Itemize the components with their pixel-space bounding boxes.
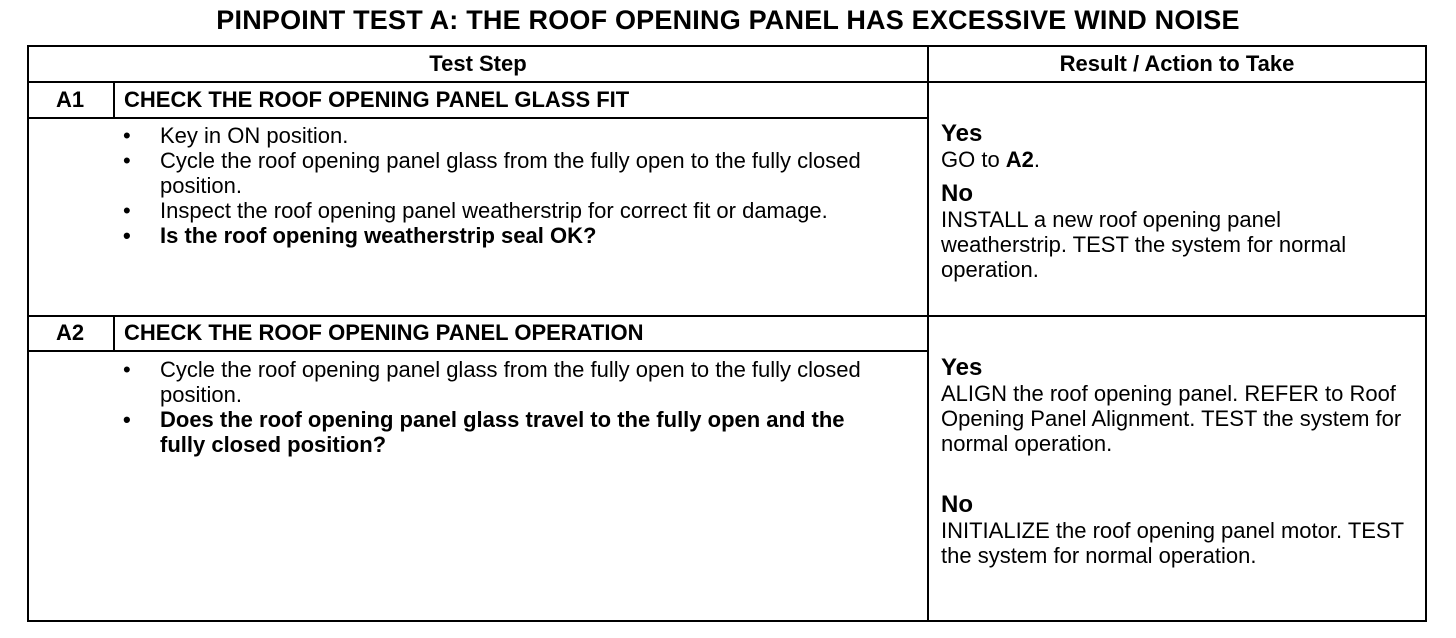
list-item: • Inspect the roof opening panel weatherstrip for correct fit or damage. — [120, 198, 880, 223]
step-a2-id-divider — [113, 316, 115, 351]
step-a2-question: • Does the roof opening panel glass travel to the fully open and the fully closed position? — [120, 407, 880, 457]
yes-label: Yes — [941, 354, 983, 381]
step-a1-title: CHECK THE ROOF OPENING PANEL GLASS FIT — [124, 87, 630, 112]
no-action: INITIALIZE the roof opening panel motor. TEST the system for normal operation. — [941, 518, 1404, 568]
test-step-header: Test Step — [429, 51, 527, 76]
no-action: INSTALL a new roof opening panel weatherstrip. TEST the system for normal operation. — [941, 207, 1347, 282]
step-a1-result — [941, 120, 1421, 282]
step-a2-title-divider — [27, 350, 929, 352]
result-header: Result / Action to Take — [1059, 51, 1295, 76]
page-title: PINPOINT TEST A: THE ROOF OPENING PANEL HAS EXCESSIVE WIND NOISE — [216, 5, 1240, 35]
yes-action-punctuation: . — [1033, 147, 1041, 172]
step-a1-bullets — [120, 123, 880, 248]
list-item: • Key in ON position. — [120, 123, 880, 148]
no-label: No — [941, 180, 973, 207]
list-item: • Cycle the roof opening panel glass from the fully open to the fully closed position. — [120, 148, 880, 198]
step-a2-title: CHECK THE ROOF OPENING PANEL OPERATION — [124, 320, 644, 345]
step-a2-id: A2 — [55, 320, 85, 345]
no-label: No — [941, 491, 973, 518]
column-divider — [927, 45, 929, 622]
yes-action — [941, 147, 1421, 172]
yes-action-text: GO to — [941, 147, 1006, 172]
step-a2-bullets — [120, 357, 880, 457]
step-a1-title-divider — [27, 117, 929, 119]
step-reference: A2 — [1005, 147, 1034, 172]
list-item: • Cycle the roof opening panel glass from the fully open to the fully closed position. — [120, 357, 880, 407]
step-a2-result — [941, 354, 1421, 568]
step-a1-id-divider — [113, 82, 115, 118]
yes-action: ALIGN the roof opening panel. REFER to Roof Opening Panel Alignment. TEST the system for normal operation. — [941, 381, 1402, 456]
step-a1-id: A1 — [55, 87, 85, 112]
yes-label: Yes — [941, 120, 983, 147]
step-a1-question: • Is the roof opening weatherstrip seal OK? — [120, 223, 880, 248]
